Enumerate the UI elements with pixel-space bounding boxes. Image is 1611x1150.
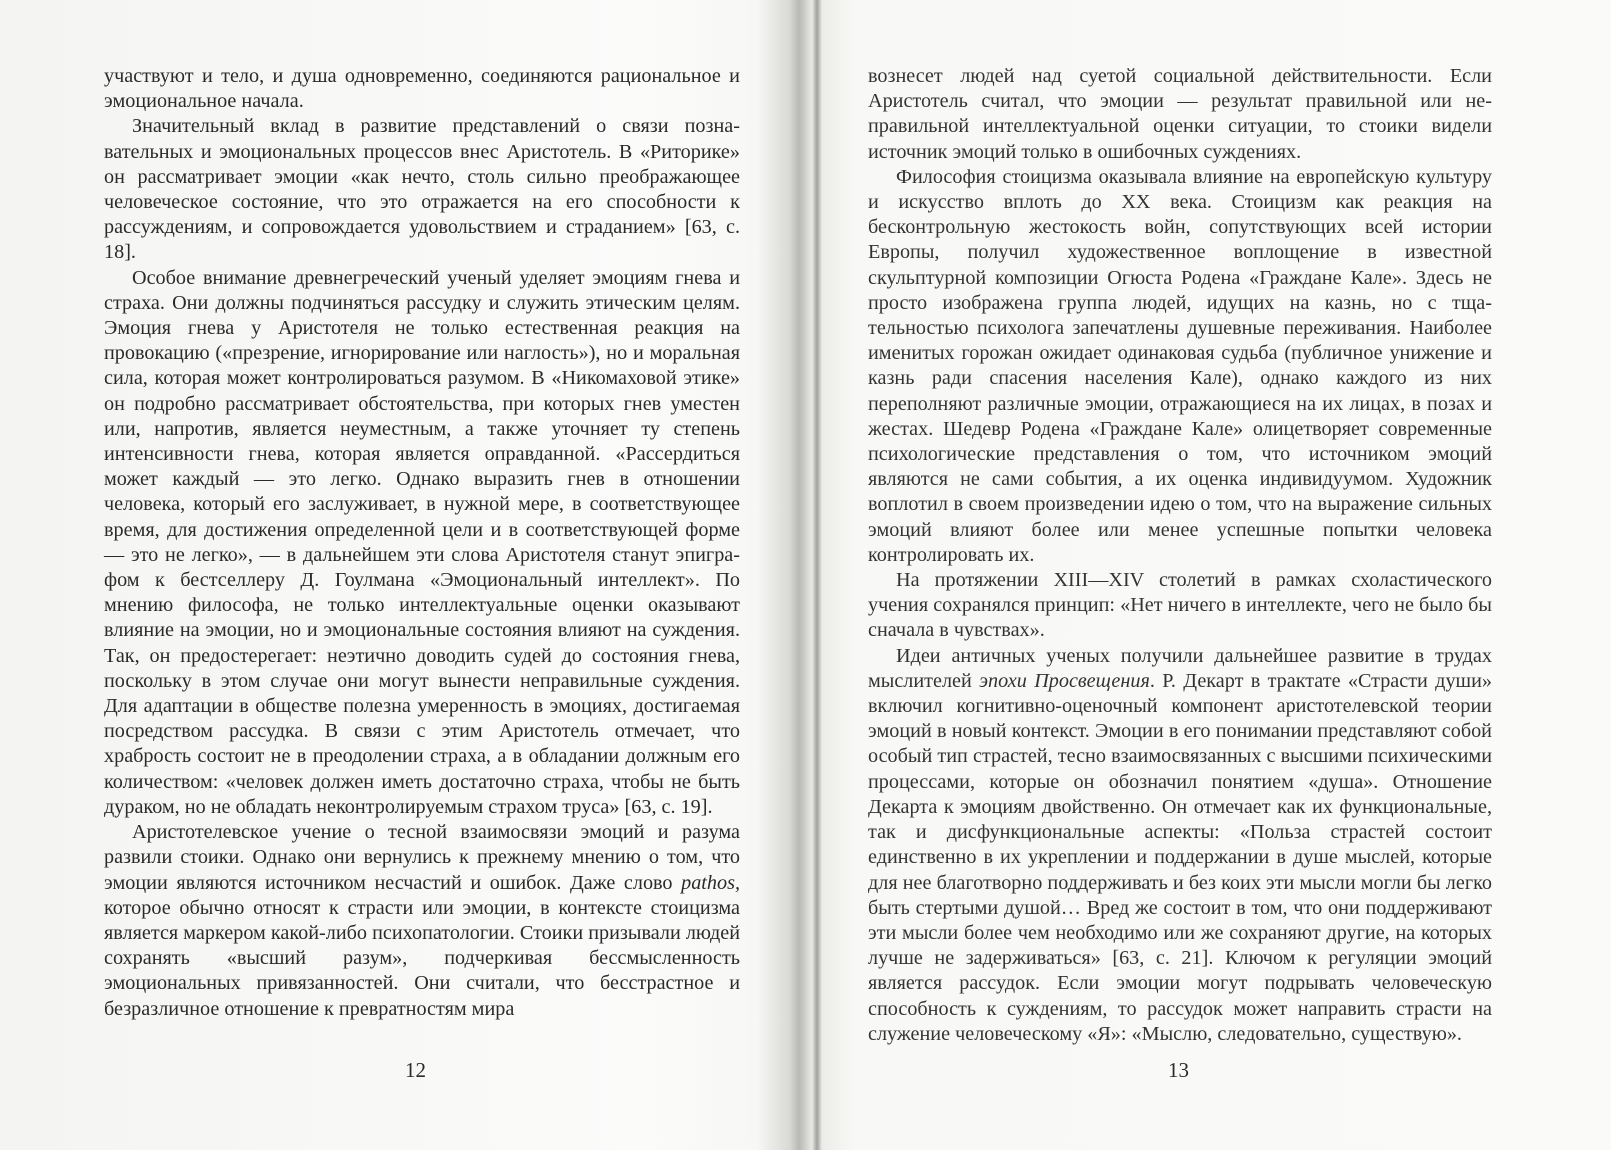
page-number-right: 13 [1168,1058,1189,1082]
left-paragraph-4-start: Аристотелевское учение о тесной взаимосвязи эмоций и разума развили стоики. Однако они вернулись к прежнему мнению о том, что эмоции являются источником несчастий и ошибок. Даже слово [104,821,740,894]
left-page [104,64,740,1124]
right-paragraph-4-italic: эпохи Просвещения [979,669,1150,692]
left-paragraph-4-rest: которое обычно относят к страсти или эмоции, в контексте стоицизма является маркером какой-либо психопатологии. Стоики призывали людей сохранять «высший разум», подчеркивая бессмысленность эмоциональных привязанностей. Они считали, что бесстрастное и безразличное отношение к превратностям мира [104,896,740,1020]
left-paragraph-4 [104,820,740,1022]
right-paragraph-3: На протяжении XIII—XIV столетий в рамках схоластического учения сохранялся принцип: «Нет ничего в интеллекте, чего не было бы сначала в чувствах». [868,569,1492,642]
right-paragraph-4-rest: . Р. Декарт в трактате «Страсти души» включил когнитивно-оценочный компонент аристотелевской теории эмоций в новый контекст. Эмоции в его понимании представляют собой особый тип страстей, тесно взаимосвязанных с высшими психическими процессами, которые он обозначил понятием «душа». Отношение Декарта к эмоциям двойственно. Он отмечает как их функциональные, так и дисфункциональные аспекты: «Польза страстей состоит единственно в их укреплении и поддержании в душе мыслей, которые для нее благотворно поддерживать и без коих эти мысли могли бы легко быть стертыми душой… Вред же состоит в том, что они поддерживают эти мысли более чем необходимо или же сохраняют другие, на которых лучше не задерживаться» [63, с. 21]. Ключом к регуляции эмоций является рассудок. Если эмоции могут подрывать человеческую способность к суждениям, то рассудок может направить страсти на служение человеческому «Я»: «Мыслю, следовательно, существую». [868,669,1492,1045]
left-paragraph-3: Особое внимание древнегреческий ученый уделяет эмоциям гнева и страха. Они должны подчиняться рассудку и служить этическим целям. Эмоция гнева у Аристотеля не только естественная реакция на провокацию («презрение, игнорирование или наглость»), но и моральная сила, которая может контролироваться разумом. В «Никомаховой этике» он подробно рассматривает обстоятельства, при которых гнев уместен или, напротив, является неуместным, а также уточняет ту степень интенсивности гнева, которая является оправданной. «Рассердиться может каждый — это легко. Однако выразить гнев в отношении человека, который его заслуживает, в нужной мере, в соответствующее время, для достижения определенной цели и в соответствующей форме — это не легко», — в дальнейшем эти слова Аристотеля станут эпиграфом к бестселлеру Д. Гоулмана «Эмоциональный интеллект». По мнению философа, не только интеллектуальные оценки оказывают влияние на эмоции, но и эмоциональные состояния влияют на суждения. Так, он предостерегает: неэтично доводить судей до состояния гнева, поскольку в этом случае они могут вынести неправильные суждения. Для адаптации в обществе полезна умеренность в эмоциях, достигаемая посредством рассудка. В связи с этим Аристотель отмечает, что храбрость состоит не в преодолении страха, а в обладании должным его количеством: «человек должен иметь достаточно страха, чтобы не быть дураком, но не обладать неконтролируемым страхом труса» [63, с. 19]. [104,266,740,818]
book-gutter [812,0,822,1150]
left-paragraph-2: Значительный вклад в развитие представлений о связи познавательных и эмоциональных процессов внес Аристотель. В «Риторике» он рассматривает эмоции «как нечто, столь сильно преображающее человеческое состояние, что это отражается на его способности к рассуждениям, и сопровождается удовольствием и страданием» [63, с. 18]. [104,115,740,264]
right-page [868,64,1492,1124]
left-paragraph-4-italic: pathos, [681,871,740,894]
right-paragraph-4-start: Идеи античных ученых получили дальнейшее развитие в трудах мыслителей [868,644,1492,692]
left-paragraph-1: участвуют и тело, и душа одновременно, соединяются рациональное и эмоциональное начала. [104,65,740,113]
right-paragraph-4 [868,644,1492,1047]
page-number-left: 12 [405,1058,426,1082]
right-paragraph-2: Философия стоицизма оказывала влияние на европейскую культуру и искусство вплоть до XX века. Стоицизм как реакция на бесконтрольную жестокость войн, сопутствующих всей истории Европы, получил художественное воплощение в известной скульптурной композиции Огюста Родена «Граждане Кале». Здесь не просто изображена группа людей, идущих на казнь, но с тщательностью психолога запечатлены душевные переживания. Наиболее именитых горожан ожидает одинаковая судьба (публичное унижение и казнь ради спасения населения Кале), однако каждого из них переполняют различные эмоции, отражающиеся на их лицах, в позах и жестах. Шедевр Родена «Граждане Кале» олицетворяет современные психологические представления о том, что источником эмоций являются не сами события, а их оценка индивидуумом. Художник воплотил в своем произведении идею о том, что на выражение сильных эмоций влияют более или менее успешные попытки человека контролировать их. [868,165,1492,566]
right-paragraph-1: вознесет людей над суетой социальной действительности. Если Аристотель считал, что эмоции — результат правильной или неправильной интеллектуальной оценки ситуации, то стоики видели источник эмоций только в ошибочных суждениях. [868,65,1492,163]
